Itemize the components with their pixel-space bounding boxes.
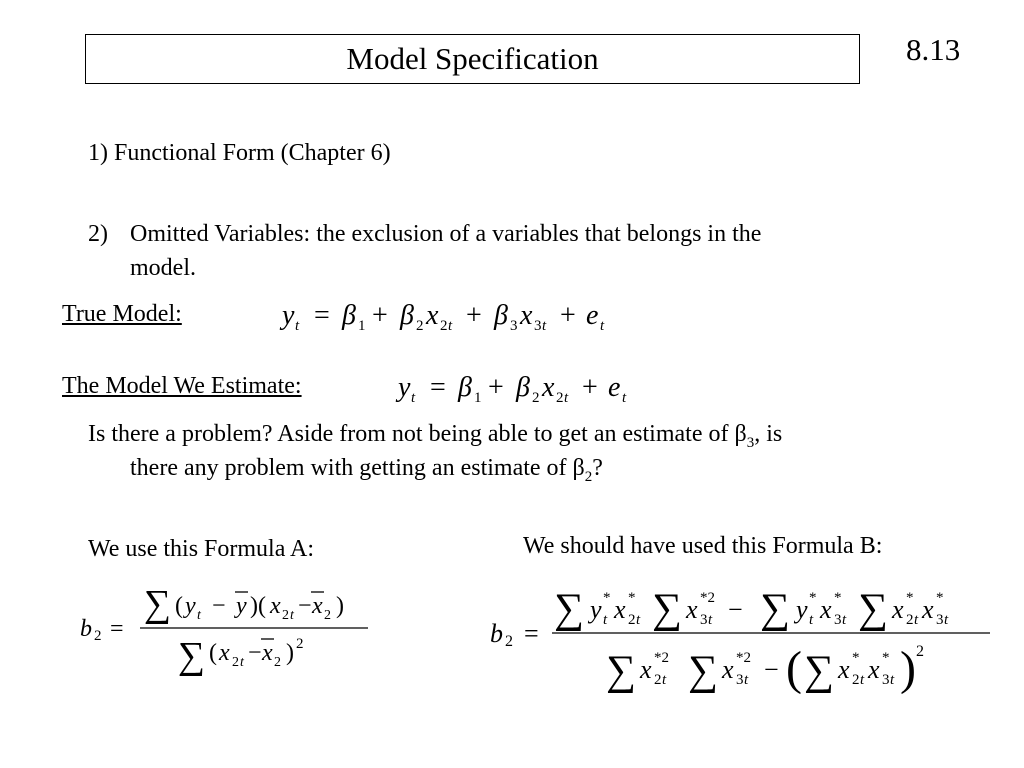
- svg-text:=: =: [524, 619, 539, 648]
- formula-b: [488, 580, 998, 697]
- svg-text:+: +: [372, 300, 388, 331]
- svg-text:1: 1: [474, 390, 482, 406]
- svg-text:2: 2: [916, 643, 924, 660]
- svg-text:x: x: [820, 595, 832, 624]
- svg-text:t: t: [842, 612, 847, 628]
- question-line2: [130, 451, 603, 494]
- svg-text:e: e: [586, 300, 599, 331]
- estimated-model-equation-svg: [396, 366, 656, 412]
- svg-text:3: 3: [834, 612, 842, 628]
- svg-text:e: e: [608, 372, 621, 403]
- svg-text:−: −: [764, 655, 779, 684]
- svg-text:3: 3: [882, 672, 890, 688]
- svg-text:x: x: [868, 655, 880, 684]
- svg-text:t: t: [600, 318, 605, 334]
- svg-text:β: β: [494, 300, 508, 331]
- svg-text:x: x: [922, 595, 934, 624]
- svg-text:t: t: [662, 672, 667, 688]
- svg-text:β: β: [400, 300, 414, 331]
- question-line1-text: Is there a problem? Aside from not being able to get an estimate of β: [88, 421, 747, 447]
- svg-text:x: x: [219, 640, 230, 666]
- svg-text:y: y: [398, 372, 411, 403]
- svg-text:t: t: [240, 655, 244, 670]
- svg-text:2: 2: [440, 318, 448, 334]
- svg-text:*: *: [906, 590, 914, 606]
- svg-text:b: b: [80, 616, 92, 642]
- svg-text:): ): [286, 640, 294, 666]
- svg-text:b: b: [490, 619, 503, 648]
- formula-a-svg: [78, 578, 378, 678]
- svg-text:t: t: [448, 318, 453, 334]
- svg-text:*: *: [809, 590, 817, 606]
- slide-title-text: Model Specification: [346, 41, 599, 76]
- svg-text:∑: ∑: [688, 648, 718, 694]
- svg-text:)(: )(: [250, 593, 266, 619]
- svg-text:∑: ∑: [804, 648, 834, 694]
- svg-text:*: *: [936, 590, 944, 606]
- svg-text:): ): [336, 593, 344, 619]
- svg-text:t: t: [197, 608, 201, 623]
- slide-number: 8.13: [906, 32, 961, 67]
- point-omitted-line2: model.: [130, 255, 196, 281]
- svg-text:x: x: [722, 655, 734, 684]
- svg-text:2: 2: [274, 655, 281, 670]
- svg-text:t: t: [890, 672, 895, 688]
- svg-text:2: 2: [324, 608, 331, 623]
- svg-text:*: *: [628, 590, 636, 606]
- question-line2-text: there any problem with getting an estimate of β: [130, 455, 585, 481]
- svg-text:β: β: [342, 300, 356, 331]
- svg-text:∑: ∑: [554, 586, 584, 632]
- svg-text:t: t: [744, 672, 749, 688]
- estimate-label: The Model We Estimate:: [62, 373, 302, 399]
- svg-text:t: t: [860, 672, 865, 688]
- formula-a: [78, 578, 378, 683]
- svg-text:−: −: [212, 593, 226, 619]
- svg-text:t: t: [295, 318, 300, 334]
- svg-text:x: x: [614, 595, 626, 624]
- svg-text:t: t: [603, 612, 608, 628]
- svg-text:−: −: [728, 595, 743, 624]
- svg-text:x: x: [640, 655, 652, 684]
- svg-text:∑: ∑: [760, 586, 790, 632]
- svg-text:3: 3: [736, 672, 744, 688]
- svg-text:y: y: [185, 593, 196, 619]
- true-model-equation-svg: [280, 294, 640, 340]
- svg-text:*2: *2: [736, 650, 751, 666]
- slide-title: [85, 34, 860, 84]
- svg-text:y: y: [236, 593, 247, 619]
- svg-text:∑: ∑: [144, 583, 172, 625]
- svg-text:3: 3: [534, 318, 542, 334]
- point-omitted-line1: Omitted Variables: the exclusion of a variables that belongs in the: [130, 221, 762, 247]
- svg-text:∑: ∑: [178, 635, 206, 677]
- svg-text:∑: ∑: [606, 648, 636, 694]
- svg-text:x: x: [892, 595, 904, 624]
- svg-text:t: t: [411, 390, 416, 406]
- svg-text:x: x: [312, 593, 323, 619]
- svg-text:*: *: [882, 650, 890, 666]
- svg-text:2: 2: [232, 655, 239, 670]
- svg-text:t: t: [290, 608, 294, 623]
- svg-text:2: 2: [556, 390, 564, 406]
- svg-text:−: −: [248, 640, 262, 666]
- question-line1-subscript: 3: [746, 434, 755, 451]
- svg-text:2: 2: [628, 612, 636, 628]
- svg-text:x: x: [270, 593, 281, 619]
- svg-text:+: +: [488, 372, 504, 403]
- svg-text:=: =: [110, 616, 124, 642]
- svg-text:x: x: [262, 640, 273, 666]
- point-functional-form: 1) Functional Form (Chapter 6): [88, 140, 391, 166]
- formula-b-label: We should have used this Formula B:: [523, 533, 883, 559]
- svg-text:t: t: [708, 612, 713, 628]
- svg-text:x: x: [520, 300, 533, 331]
- svg-text:x: x: [542, 372, 555, 403]
- svg-text:x: x: [686, 595, 698, 624]
- svg-text:*2: *2: [654, 650, 669, 666]
- svg-text:*2: *2: [700, 590, 715, 606]
- svg-text:t: t: [622, 390, 627, 406]
- formula-b-svg: [488, 580, 998, 695]
- svg-text:t: t: [944, 612, 949, 628]
- question-line2-end: ?: [592, 455, 603, 481]
- svg-text:2: 2: [906, 612, 914, 628]
- svg-text:*: *: [603, 590, 611, 606]
- question-line1-end: , is: [754, 421, 783, 447]
- svg-text:t: t: [564, 390, 569, 406]
- true-model-equation: [280, 294, 640, 345]
- question-line2-subscript: 2: [584, 468, 593, 485]
- svg-text:+: +: [466, 300, 482, 331]
- svg-text:1: 1: [358, 318, 366, 334]
- svg-text:=: =: [314, 300, 330, 331]
- point-omitted-number: 2): [88, 221, 108, 247]
- svg-text:2: 2: [94, 628, 102, 644]
- svg-text:): ): [900, 642, 916, 695]
- svg-text:x: x: [838, 655, 850, 684]
- svg-text:(: (: [209, 640, 217, 666]
- svg-text:2: 2: [532, 390, 540, 406]
- svg-text:=: =: [430, 372, 446, 403]
- svg-text:3: 3: [936, 612, 944, 628]
- svg-text:*: *: [852, 650, 860, 666]
- svg-text:t: t: [542, 318, 547, 334]
- estimated-model-equation: [396, 366, 656, 417]
- formula-a-label: We use this Formula A:: [88, 536, 315, 562]
- svg-text:t: t: [914, 612, 919, 628]
- svg-text:2: 2: [282, 608, 289, 623]
- svg-text:2: 2: [296, 636, 304, 652]
- svg-text:t: t: [636, 612, 641, 628]
- svg-text:(: (: [786, 642, 802, 695]
- svg-text:β: β: [458, 372, 472, 403]
- svg-text:2: 2: [505, 633, 513, 650]
- svg-text:2: 2: [416, 318, 424, 334]
- svg-text:+: +: [560, 300, 576, 331]
- svg-text:β: β: [516, 372, 530, 403]
- svg-text:∑: ∑: [652, 586, 682, 632]
- svg-text:−: −: [298, 593, 312, 619]
- svg-text:*: *: [834, 590, 842, 606]
- svg-text:(: (: [175, 593, 183, 619]
- svg-text:y: y: [590, 595, 602, 624]
- svg-text:y: y: [796, 595, 808, 624]
- true-model-label: True Model:: [62, 301, 182, 327]
- svg-text:3: 3: [700, 612, 708, 628]
- svg-text:3: 3: [510, 318, 518, 334]
- svg-text:2: 2: [852, 672, 860, 688]
- svg-text:+: +: [582, 372, 598, 403]
- svg-text:∑: ∑: [858, 586, 888, 632]
- svg-text:t: t: [809, 612, 814, 628]
- svg-text:2: 2: [654, 672, 662, 688]
- svg-text:y: y: [282, 300, 295, 331]
- svg-text:x: x: [426, 300, 439, 331]
